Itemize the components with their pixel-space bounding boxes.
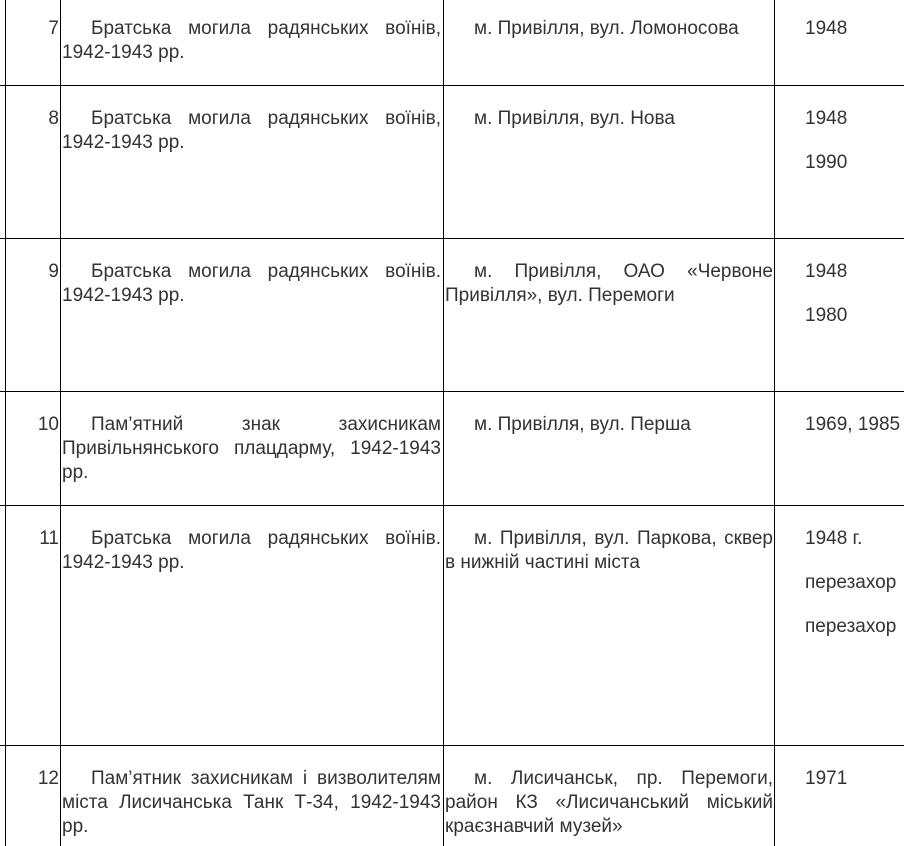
- year-entry: 1990: [805, 152, 848, 173]
- row-number: 11: [39, 528, 59, 549]
- monument-address: м. Лисичанськ, пр. Перемоги, район КЗ «Лисичанський міський краєзнавчий музей»: [445, 768, 773, 837]
- row-divider: [0, 745, 904, 746]
- year-entry: перезахор: [805, 616, 897, 637]
- monument-address: м. Привілля, вул. Ломоносова: [474, 18, 739, 39]
- monument-name: Братська могила радянських воїнів, 1942-1943 рр.: [62, 108, 441, 153]
- monument-name: Братська могила радянських воїнів. 1942-1943 рр.: [62, 528, 441, 573]
- year-entry: 1948: [805, 261, 848, 282]
- row-number: 12: [37, 768, 59, 789]
- year-entry: 1980: [805, 305, 848, 326]
- year-entry: перезахор: [805, 572, 897, 593]
- monument-years: [805, 527, 904, 639]
- column-divider: [5, 0, 6, 846]
- monument-name: Братська могила радянських воїнів, 1942-1943 рр.: [62, 18, 441, 63]
- row-divider: [0, 85, 904, 86]
- row-number: 7: [48, 18, 59, 39]
- column-divider: [443, 0, 444, 846]
- year-entry: 1969, 1985: [805, 414, 901, 435]
- year-entry: 1948: [805, 18, 848, 39]
- monument-years: [805, 260, 904, 328]
- monument-years: [805, 17, 904, 41]
- monument-address: м. Привілля, вул. Паркова, сквер в нижній частині міста: [445, 528, 773, 573]
- year-entry: 1948: [805, 108, 848, 129]
- monument-years: [805, 107, 904, 175]
- row-number: 10: [37, 414, 59, 435]
- row-divider: [0, 238, 904, 239]
- monument-address: м. Привілля, вул. Перша: [474, 414, 691, 435]
- year-entry: 1971: [805, 768, 848, 789]
- monument-address: м. Привілля, вул. Нова: [474, 108, 675, 129]
- row-divider: [0, 505, 904, 506]
- monument-years: [805, 413, 904, 437]
- year-entry: 1948 г.: [805, 528, 863, 549]
- monument-name: Братська могила радянських воїнів. 1942-1943 рр.: [62, 261, 441, 306]
- column-divider: [60, 0, 61, 846]
- row-number: 9: [48, 261, 59, 282]
- monument-address: м. Привілля, ОАО «Червоне Привілля», вул. Перемоги: [445, 261, 773, 306]
- column-divider: [774, 0, 775, 846]
- monument-name: Пам’ятний знак захисникам Привільнянського плацдарму, 1942-1943 рр.: [62, 414, 441, 483]
- row-number: 8: [48, 108, 59, 129]
- row-divider: [0, 391, 904, 392]
- monument-years: [805, 767, 904, 791]
- monument-name: Пам’ятник захисникам і визволителям міста Лисичанська Танк Т-34, 1942-1943 рр.: [62, 768, 441, 837]
